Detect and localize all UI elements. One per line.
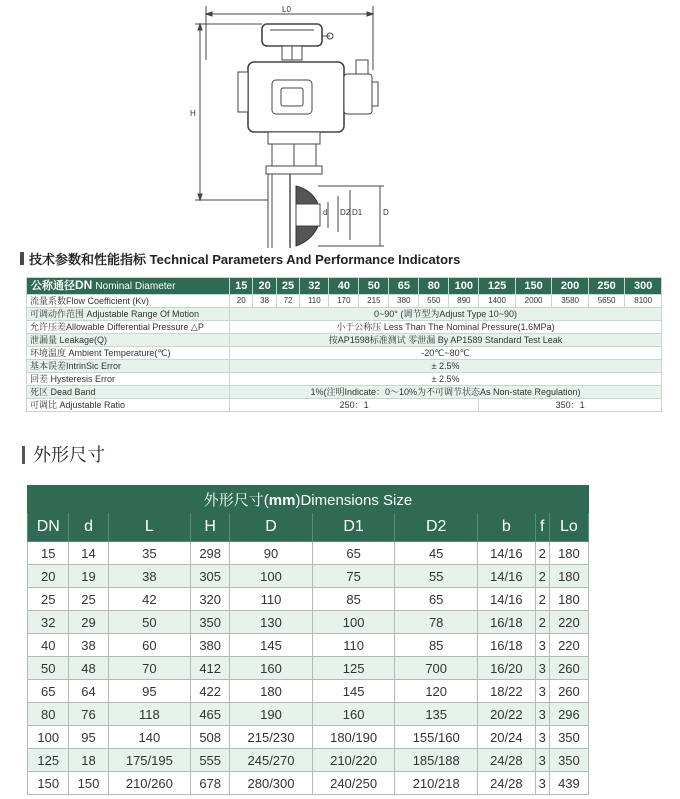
- dimensions-heading-text: 外形尺寸: [33, 445, 105, 465]
- table-cell: 78: [395, 611, 478, 634]
- table-cell: 16/20: [477, 657, 535, 680]
- dim-label-d2: D2: [340, 208, 351, 217]
- param-label: 允许压差Allowable Differential Pressure △P: [27, 321, 230, 334]
- param-row-temperature: [27, 347, 662, 360]
- param-value: 350：1: [479, 399, 662, 412]
- dimensions-table-body: [28, 542, 589, 795]
- table-cell: 19: [69, 565, 108, 588]
- param-value: 0~90° (调节型为Adjust Type 10~90): [230, 308, 662, 321]
- table-cell: 3: [535, 703, 549, 726]
- header-size: 20: [253, 278, 276, 295]
- param-row-pressure: [27, 321, 662, 334]
- table-cell: 20/22: [477, 703, 535, 726]
- table-cell: 95: [69, 726, 108, 749]
- heading-bar: [22, 446, 25, 464]
- table-cell: 110: [312, 634, 395, 657]
- table-cell: 296: [549, 703, 588, 726]
- param-label: 基本误差IntrinSic Error: [27, 360, 230, 373]
- table-cell: 125: [312, 657, 395, 680]
- tech-params-header-row: [27, 278, 662, 295]
- header-size: 65: [389, 278, 419, 295]
- table-cell: 700: [395, 657, 478, 680]
- header-size: 250: [588, 278, 625, 295]
- table-cell: 422: [191, 680, 230, 703]
- table-cell: 65: [395, 588, 478, 611]
- table-cell: 29: [69, 611, 108, 634]
- param-value: 550: [419, 295, 449, 308]
- valve-technical-drawing: [0, 0, 680, 248]
- param-label: 泄漏量 Leakage(Q): [27, 334, 230, 347]
- table-cell: 24/28: [477, 749, 535, 772]
- column-header: D2: [395, 513, 478, 542]
- table-cell: 18/22: [477, 680, 535, 703]
- header-size: 150: [515, 278, 552, 295]
- param-row-leakage: [27, 334, 662, 347]
- table-cell: 100: [28, 726, 69, 749]
- table-cell: 45: [395, 542, 478, 565]
- table-cell: 185/188: [395, 749, 478, 772]
- table-cell: 110: [230, 588, 313, 611]
- table-cell: 240/250: [312, 772, 395, 795]
- param-value: 72: [276, 295, 299, 308]
- table-cell: 180: [549, 565, 588, 588]
- param-row-flow: [27, 295, 662, 308]
- table-cell: 215/230: [230, 726, 313, 749]
- table-cell: 14/16: [477, 588, 535, 611]
- dimensions-title-row: [28, 486, 589, 513]
- dim-label-d1: D1: [352, 208, 363, 217]
- table-cell: 125: [28, 749, 69, 772]
- table-cell: 180: [549, 542, 588, 565]
- tech-params-table: [26, 277, 662, 412]
- table-cell: 508: [191, 726, 230, 749]
- table-cell: 38: [69, 634, 108, 657]
- dim-label-h: H: [190, 109, 196, 118]
- param-value: 1%(注明Indicate：0～10%为不可调节状态As Non-state Regulation): [230, 386, 662, 399]
- column-header: b: [477, 513, 535, 542]
- table-cell: 260: [549, 680, 588, 703]
- table-row: [28, 749, 589, 772]
- param-value: 1400: [479, 295, 516, 308]
- tech-params-title-cn: 技术参数和性能指标: [29, 252, 147, 267]
- param-value: 2000: [515, 295, 552, 308]
- table-row: [28, 588, 589, 611]
- param-value: 5650: [588, 295, 625, 308]
- dim-label-d: d: [323, 208, 328, 217]
- table-cell: 16/18: [477, 611, 535, 634]
- header-size: 25: [276, 278, 299, 295]
- param-value: 250：1: [230, 399, 479, 412]
- table-cell: 40: [28, 634, 69, 657]
- table-cell: 180: [549, 588, 588, 611]
- param-value: 215: [359, 295, 389, 308]
- table-row: [28, 772, 589, 795]
- column-header: DN: [28, 513, 69, 542]
- table-cell: 2: [535, 565, 549, 588]
- table-cell: 65: [28, 680, 69, 703]
- table-row: [28, 657, 589, 680]
- dim-label-l0: L0: [282, 5, 291, 14]
- table-cell: 140: [108, 726, 191, 749]
- column-header: d: [69, 513, 108, 542]
- param-value: 按AP1598标准测试 零泄漏 By AP1589 Standard Test Leak: [230, 334, 662, 347]
- table-cell: 155/160: [395, 726, 478, 749]
- table-cell: 75: [312, 565, 395, 588]
- column-header: D1: [312, 513, 395, 542]
- param-row-ratio: [27, 399, 662, 412]
- table-cell: 2: [535, 542, 549, 565]
- table-cell: 20: [28, 565, 69, 588]
- table-cell: 25: [69, 588, 108, 611]
- table-cell: 180/190: [312, 726, 395, 749]
- table-cell: 80: [28, 703, 69, 726]
- header-size: 40: [329, 278, 359, 295]
- table-cell: 65: [312, 542, 395, 565]
- table-cell: 678: [191, 772, 230, 795]
- table-cell: 160: [312, 703, 395, 726]
- table-cell: 70: [108, 657, 191, 680]
- table-cell: 555: [191, 749, 230, 772]
- header-size: 200: [552, 278, 589, 295]
- dimensions-table-title: 外形尺寸(mm)Dimensions Size: [28, 486, 589, 513]
- param-value: 38: [253, 295, 276, 308]
- column-header: L: [108, 513, 191, 542]
- table-cell: 160: [230, 657, 313, 680]
- param-value: -20℃~80℃: [230, 347, 662, 360]
- table-cell: 180: [230, 680, 313, 703]
- table-cell: 350: [549, 726, 588, 749]
- param-label: 回差 Hysteresis Error: [27, 373, 230, 386]
- table-cell: 350: [191, 611, 230, 634]
- table-cell: 20/24: [477, 726, 535, 749]
- param-row-range: [27, 308, 662, 321]
- table-cell: 190: [230, 703, 313, 726]
- table-cell: 14/16: [477, 565, 535, 588]
- table-cell: 48: [69, 657, 108, 680]
- param-row-hysteresis: [27, 373, 662, 386]
- table-cell: 465: [191, 703, 230, 726]
- table-cell: 260: [549, 657, 588, 680]
- param-value: 890: [449, 295, 479, 308]
- param-value: ± 2.5%: [230, 360, 662, 373]
- header-size: 80: [419, 278, 449, 295]
- table-cell: 380: [191, 634, 230, 657]
- param-label: 流量系数Flow Coefficient (Kv): [27, 295, 230, 308]
- param-value: 170: [329, 295, 359, 308]
- dim-label-dd: D: [383, 208, 389, 217]
- table-cell: 3: [535, 657, 549, 680]
- table-cell: 210/218: [395, 772, 478, 795]
- table-row: [28, 726, 589, 749]
- table-cell: 14: [69, 542, 108, 565]
- table-cell: 14/16: [477, 542, 535, 565]
- table-cell: 175/195: [108, 749, 191, 772]
- table-cell: 15: [28, 542, 69, 565]
- header-size: 15: [230, 278, 253, 295]
- tech-params-title-en: Technical Parameters And Performance Indicators: [149, 252, 461, 267]
- column-header: H: [191, 513, 230, 542]
- table-row: [28, 634, 589, 657]
- table-cell: 35: [108, 542, 191, 565]
- table-cell: 320: [191, 588, 230, 611]
- table-cell: 18: [69, 749, 108, 772]
- table-cell: 42: [108, 588, 191, 611]
- table-cell: 2: [535, 588, 549, 611]
- table-cell: 150: [28, 772, 69, 795]
- table-cell: 38: [108, 565, 191, 588]
- param-value: ± 2.5%: [230, 373, 662, 386]
- table-cell: 3: [535, 772, 549, 795]
- table-cell: 3: [535, 634, 549, 657]
- table-cell: 130: [230, 611, 313, 634]
- tech-params-heading: [20, 249, 460, 268]
- table-cell: 76: [69, 703, 108, 726]
- param-row-deadband: [27, 386, 662, 399]
- table-row: [28, 565, 589, 588]
- table-cell: 220: [549, 634, 588, 657]
- table-cell: 220: [549, 611, 588, 634]
- table-cell: 100: [312, 611, 395, 634]
- table-row: [28, 680, 589, 703]
- table-cell: 298: [191, 542, 230, 565]
- param-label: 可调动作范围 Adjustable Range Of Motion: [27, 308, 230, 321]
- header-size: 125: [479, 278, 516, 295]
- param-value: 小于公称压 Less Than The Nominal Pressure(1.6MPa): [230, 321, 662, 334]
- table-cell: 245/270: [230, 749, 313, 772]
- param-label: 死区 Dead Band: [27, 386, 230, 399]
- param-value: 110: [300, 295, 329, 308]
- header-label: 公称通径DN Nominal Diameter: [27, 278, 230, 295]
- table-cell: 280/300: [230, 772, 313, 795]
- table-row: [28, 703, 589, 726]
- param-label: 环境温度 Ambient Temperature(℃): [27, 347, 230, 360]
- header-size: 32: [300, 278, 329, 295]
- table-cell: 135: [395, 703, 478, 726]
- dimensions-column-header-row: [28, 513, 589, 542]
- table-cell: 50: [28, 657, 69, 680]
- column-header: D: [230, 513, 313, 542]
- header-size: 300: [625, 278, 662, 295]
- table-cell: 32: [28, 611, 69, 634]
- table-cell: 100: [230, 565, 313, 588]
- table-cell: 2: [535, 611, 549, 634]
- table-cell: 150: [69, 772, 108, 795]
- table-cell: 25: [28, 588, 69, 611]
- table-cell: 3: [535, 680, 549, 703]
- table-cell: 85: [312, 588, 395, 611]
- header-size: 50: [359, 278, 389, 295]
- table-cell: 412: [191, 657, 230, 680]
- table-cell: 350: [549, 749, 588, 772]
- column-header: f: [535, 513, 549, 542]
- table-cell: 145: [312, 680, 395, 703]
- table-cell: 439: [549, 772, 588, 795]
- param-value: 3580: [552, 295, 589, 308]
- table-cell: 90: [230, 542, 313, 565]
- param-value: 380: [389, 295, 419, 308]
- table-cell: 3: [535, 749, 549, 772]
- param-row-error: [27, 360, 662, 373]
- param-label: 可调比 Adjustable Ratio: [27, 399, 230, 412]
- table-cell: 145: [230, 634, 313, 657]
- table-cell: 16/18: [477, 634, 535, 657]
- header-size: 100: [449, 278, 479, 295]
- table-cell: 85: [395, 634, 478, 657]
- table-cell: 24/28: [477, 772, 535, 795]
- dimensions-table: [27, 485, 589, 795]
- column-header: Lo: [549, 513, 588, 542]
- table-row: [28, 611, 589, 634]
- table-cell: 305: [191, 565, 230, 588]
- table-cell: 55: [395, 565, 478, 588]
- table-cell: 3: [535, 726, 549, 749]
- table-cell: 210/220: [312, 749, 395, 772]
- table-cell: 64: [69, 680, 108, 703]
- table-row: [28, 542, 589, 565]
- heading-bar: [20, 252, 24, 265]
- table-cell: 210/260: [108, 772, 191, 795]
- param-value: 20: [230, 295, 253, 308]
- dimensions-heading: [22, 441, 105, 467]
- table-cell: 120: [395, 680, 478, 703]
- table-cell: 50: [108, 611, 191, 634]
- table-cell: 60: [108, 634, 191, 657]
- table-cell: 95: [108, 680, 191, 703]
- table-cell: 118: [108, 703, 191, 726]
- param-value: 8100: [625, 295, 662, 308]
